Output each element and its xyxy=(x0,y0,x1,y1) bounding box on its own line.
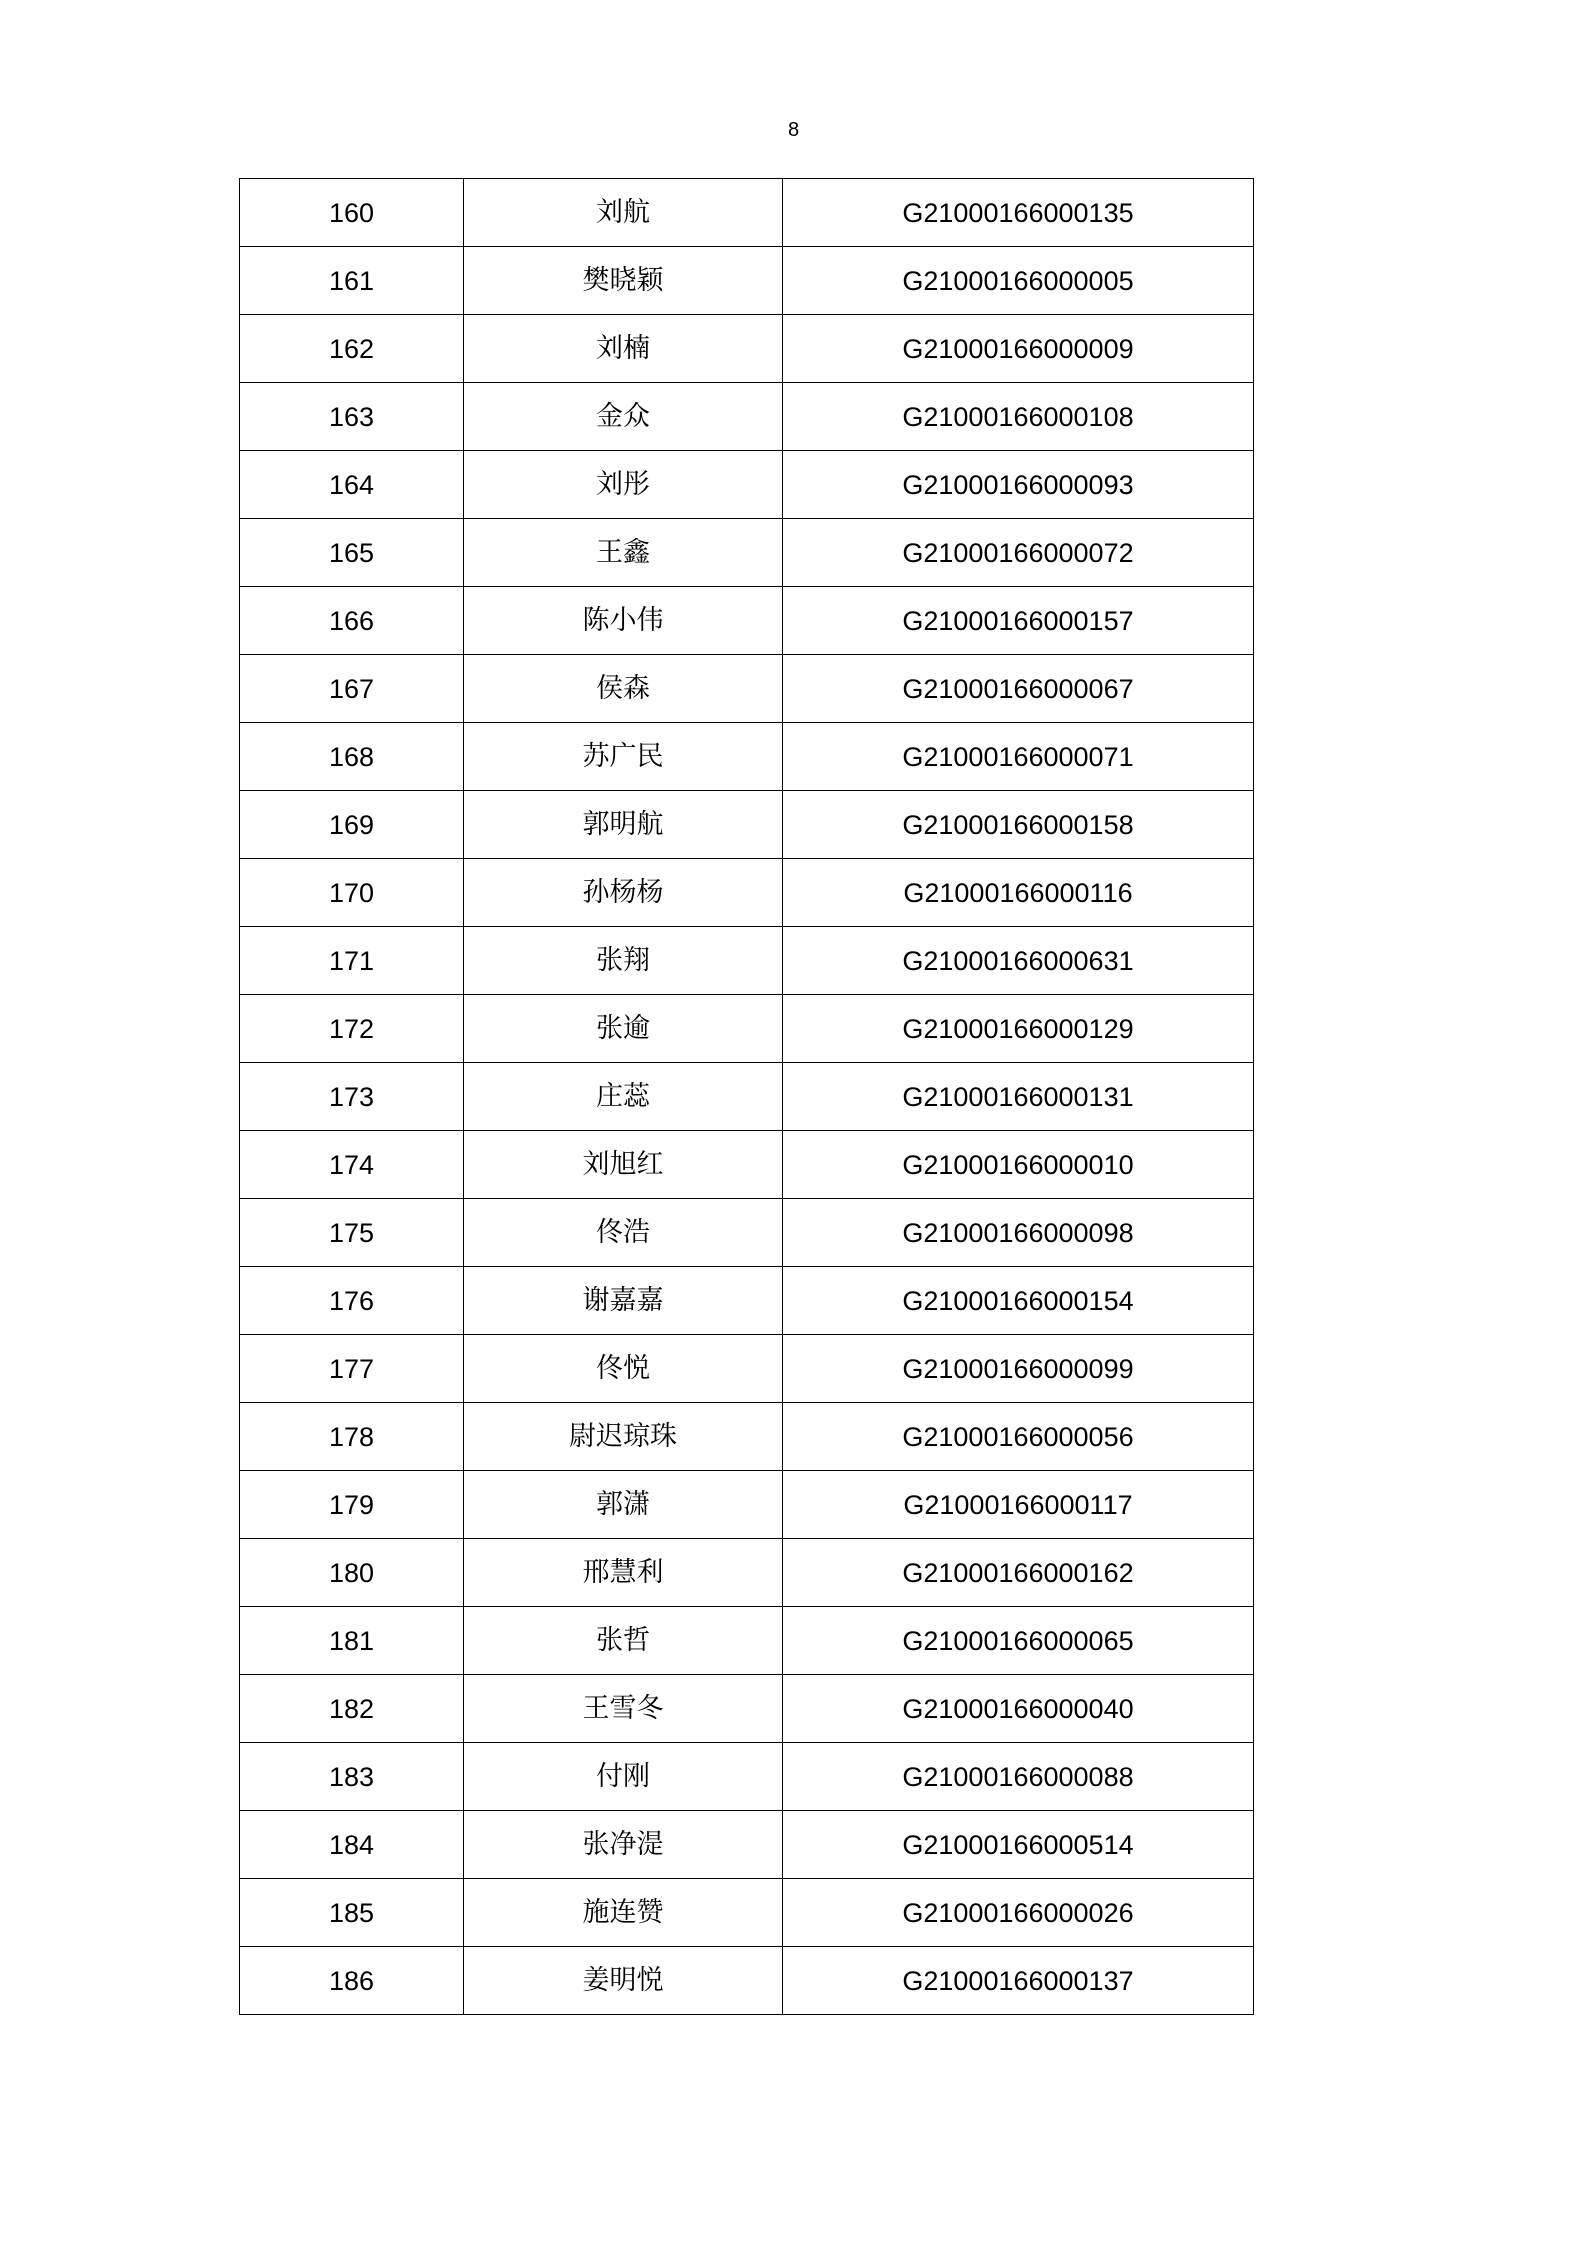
row-number-cell: 162 xyxy=(240,315,464,383)
name-cell: 郭潇 xyxy=(464,1471,783,1539)
name-cell: 谢嘉嘉 xyxy=(464,1267,783,1335)
table-row xyxy=(240,1675,1254,1743)
id-cell: G21000166000026 xyxy=(783,1879,1254,1947)
row-number-cell: 167 xyxy=(240,655,464,723)
table-row xyxy=(240,1811,1254,1879)
table-row xyxy=(240,1879,1254,1947)
id-cell: G21000166000157 xyxy=(783,587,1254,655)
id-cell: G21000166000137 xyxy=(783,1947,1254,2015)
name-cell: 陈小伟 xyxy=(464,587,783,655)
name-cell: 张逾 xyxy=(464,995,783,1063)
name-cell: 张哲 xyxy=(464,1607,783,1675)
name-cell: 王鑫 xyxy=(464,519,783,587)
row-number-cell: 184 xyxy=(240,1811,464,1879)
name-cell: 佟悦 xyxy=(464,1335,783,1403)
row-number-cell: 172 xyxy=(240,995,464,1063)
id-cell: G21000166000116 xyxy=(783,859,1254,927)
name-cell: 佟浩 xyxy=(464,1199,783,1267)
table-row xyxy=(240,1947,1254,2015)
table-row xyxy=(240,1403,1254,1471)
row-number-cell: 185 xyxy=(240,1879,464,1947)
table-row xyxy=(240,655,1254,723)
id-cell: G21000166000056 xyxy=(783,1403,1254,1471)
id-cell: G21000166000129 xyxy=(783,995,1254,1063)
row-number-cell: 171 xyxy=(240,927,464,995)
row-number-cell: 170 xyxy=(240,859,464,927)
name-cell: 刘彤 xyxy=(464,451,783,519)
name-cell: 樊晓颖 xyxy=(464,247,783,315)
row-number-cell: 182 xyxy=(240,1675,464,1743)
table-row xyxy=(240,1607,1254,1675)
row-number-cell: 164 xyxy=(240,451,464,519)
table-row xyxy=(240,587,1254,655)
id-cell: G21000166000071 xyxy=(783,723,1254,791)
table-row xyxy=(240,1539,1254,1607)
name-cell: 刘航 xyxy=(464,179,783,247)
table-body xyxy=(240,179,1254,2015)
id-cell: G21000166000009 xyxy=(783,315,1254,383)
row-number-cell: 175 xyxy=(240,1199,464,1267)
id-cell: G21000166000093 xyxy=(783,451,1254,519)
table-row xyxy=(240,995,1254,1063)
name-cell: 王雪冬 xyxy=(464,1675,783,1743)
table-row xyxy=(240,247,1254,315)
table-row xyxy=(240,1335,1254,1403)
id-cell: G21000166000072 xyxy=(783,519,1254,587)
name-cell: 尉迟琼珠 xyxy=(464,1403,783,1471)
row-number-cell: 186 xyxy=(240,1947,464,2015)
table-row xyxy=(240,315,1254,383)
table-row xyxy=(240,723,1254,791)
row-number-cell: 160 xyxy=(240,179,464,247)
id-cell: G21000166000065 xyxy=(783,1607,1254,1675)
table-row xyxy=(240,1131,1254,1199)
id-cell: G21000166000088 xyxy=(783,1743,1254,1811)
id-cell: G21000166000040 xyxy=(783,1675,1254,1743)
id-cell: G21000166000108 xyxy=(783,383,1254,451)
row-number-cell: 177 xyxy=(240,1335,464,1403)
row-number-cell: 180 xyxy=(240,1539,464,1607)
table-row xyxy=(240,791,1254,859)
id-cell: G21000166000162 xyxy=(783,1539,1254,1607)
table-row xyxy=(240,1199,1254,1267)
table-row xyxy=(240,859,1254,927)
name-cell: 付刚 xyxy=(464,1743,783,1811)
row-number-cell: 163 xyxy=(240,383,464,451)
table-row xyxy=(240,927,1254,995)
id-cell: G21000166000135 xyxy=(783,179,1254,247)
id-cell: G21000166000154 xyxy=(783,1267,1254,1335)
name-cell: 施连赞 xyxy=(464,1879,783,1947)
id-cell: G21000166000631 xyxy=(783,927,1254,995)
name-cell: 张净湜 xyxy=(464,1811,783,1879)
row-number-cell: 176 xyxy=(240,1267,464,1335)
row-number-cell: 173 xyxy=(240,1063,464,1131)
table-row xyxy=(240,451,1254,519)
row-number-cell: 166 xyxy=(240,587,464,655)
table-row xyxy=(240,1743,1254,1811)
id-cell: G21000166000158 xyxy=(783,791,1254,859)
page-number: 8 xyxy=(787,119,800,141)
id-cell: G21000166000514 xyxy=(783,1811,1254,1879)
id-cell: G21000166000067 xyxy=(783,655,1254,723)
name-cell: 张翔 xyxy=(464,927,783,995)
name-cell: 邢慧利 xyxy=(464,1539,783,1607)
row-number-cell: 174 xyxy=(240,1131,464,1199)
row-number-cell: 169 xyxy=(240,791,464,859)
name-cell: 金众 xyxy=(464,383,783,451)
name-cell: 刘旭红 xyxy=(464,1131,783,1199)
name-cell: 孙杨杨 xyxy=(464,859,783,927)
table-row xyxy=(240,1471,1254,1539)
id-cell: G21000166000010 xyxy=(783,1131,1254,1199)
id-cell: G21000166000131 xyxy=(783,1063,1254,1131)
id-cell: G21000166000117 xyxy=(783,1471,1254,1539)
row-number-cell: 178 xyxy=(240,1403,464,1471)
name-cell: 郭明航 xyxy=(464,791,783,859)
roster-table xyxy=(239,178,1254,2015)
id-cell: G21000166000005 xyxy=(783,247,1254,315)
table-row xyxy=(240,519,1254,587)
name-cell: 庄蕊 xyxy=(464,1063,783,1131)
row-number-cell: 165 xyxy=(240,519,464,587)
row-number-cell: 181 xyxy=(240,1607,464,1675)
row-number-cell: 161 xyxy=(240,247,464,315)
row-number-cell: 168 xyxy=(240,723,464,791)
name-cell: 侯森 xyxy=(464,655,783,723)
id-cell: G21000166000099 xyxy=(783,1335,1254,1403)
table-row xyxy=(240,1267,1254,1335)
row-number-cell: 179 xyxy=(240,1471,464,1539)
name-cell: 苏广民 xyxy=(464,723,783,791)
table-row xyxy=(240,179,1254,247)
name-cell: 姜明悦 xyxy=(464,1947,783,2015)
name-cell: 刘楠 xyxy=(464,315,783,383)
table-row xyxy=(240,1063,1254,1131)
table-row xyxy=(240,383,1254,451)
id-cell: G21000166000098 xyxy=(783,1199,1254,1267)
row-number-cell: 183 xyxy=(240,1743,464,1811)
